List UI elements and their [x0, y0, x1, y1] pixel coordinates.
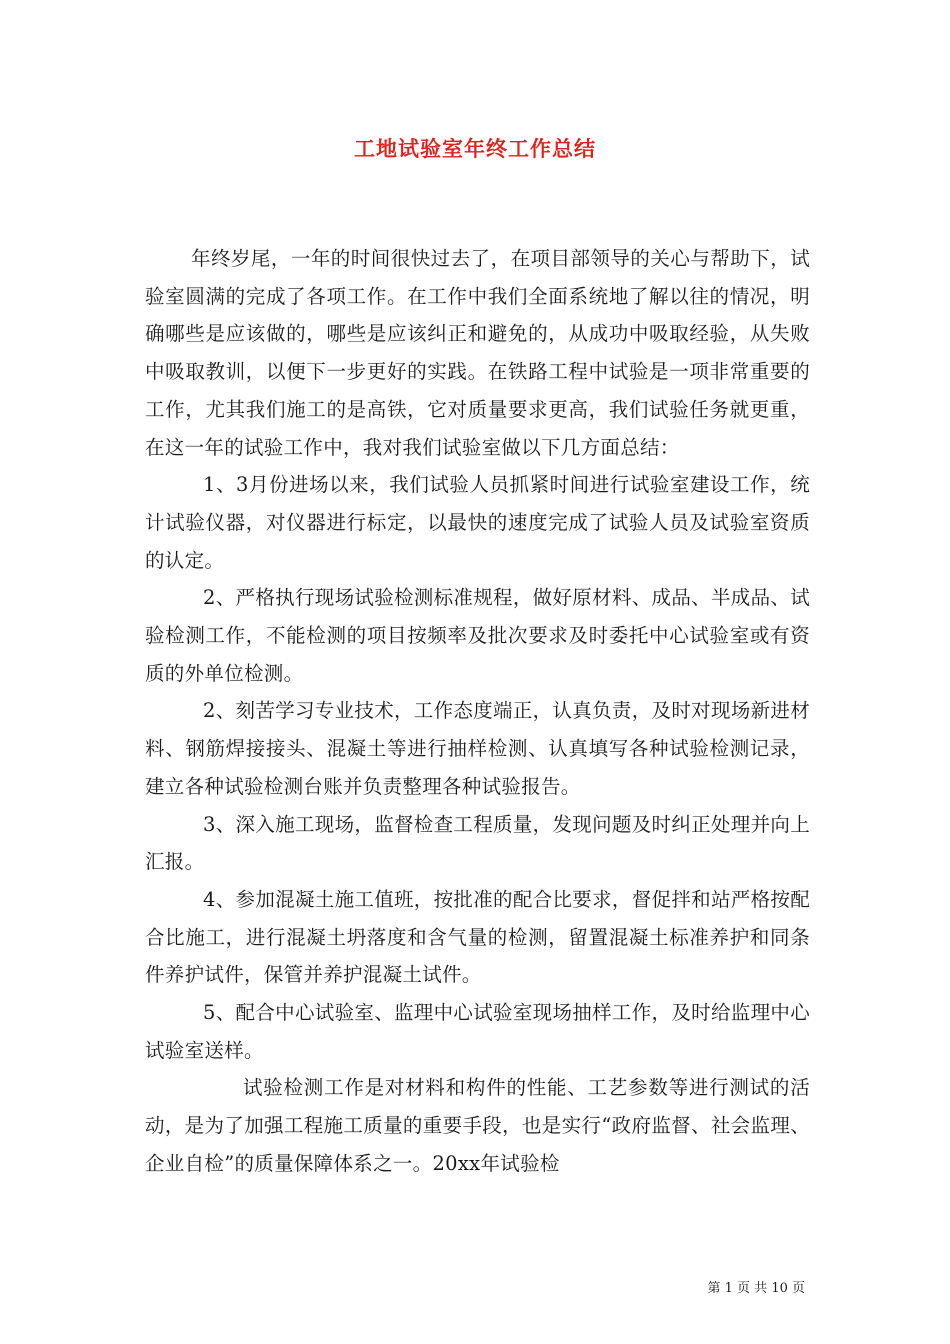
paragraph-item-4: 4、参加混凝土施工值班，按批准的配合比要求，督促拌和站严格按配合比施工，进行混凝土坍落度和含气量的检测，留置混凝土标准养护和同条件养护试件，保管并养护混凝土试件。	[145, 887, 810, 987]
paragraph-item-3: 3、深入施工现场，监督检查工程质量，发现问题及时纠正处理并向上汇报。	[145, 812, 810, 874]
paragraph-conclusion: 试验检测工作是对材料和构件的性能、工艺参数等进行测试的活动，是为了加强工程施工质量的重要手段，也是实行“政府监督、社会监理、企业自检”的质量保障体系之一。20xx年试验检	[145, 1076, 810, 1175]
paragraph-intro: 年终岁尾，一年的时间很快过去了，在项目部领导的关心与帮助下，试验室圆满的完成了各项工作。在工作中我们全面系统地了解以往的情况，明确哪些是应该做的，哪些是应该纠正和避免的，从成功中吸取经验，从失败中吸取教训，以便下一步更好的实践。在铁路工程中试验是一项非常重要的工作，尤其我们施工的是高铁，它对质量要求更高，我们试验任务就更重，在这一年的试验工作中，我对我们试验室做以下几方面总结：	[145, 247, 810, 459]
document-title: 工地试验室年终工作总结	[354, 136, 596, 161]
document-body	[145, 240, 810, 1183]
paragraph-item-2b: 2、刻苦学习专业技术，工作态度端正，认真负责，及时对现场新进材料、钢筋焊接接头、混凝土等进行抽样检测、认真填写各种试验检测记录，建立各种试验检测台账并负责整理各种试验报告。	[145, 699, 810, 798]
paragraph-item-2: 2、严格执行现场试验检测标准规程，做好原材料、成品、半成品、试验检测工作，不能检测的项目按频率及批次要求及时委托中心试验室或有资质的外单位检测。	[145, 586, 810, 685]
paragraph-item-1: 1、3月份进场以来，我们试验人员抓紧时间进行试验室建设工作，统计试验仪器，对仪器进行标定，以最快的速度完成了试验人员及试验室资质的认定。	[145, 473, 810, 572]
page-number: 第 1 页 共 10 页	[707, 1281, 805, 1296]
paragraph-item-5: 5、配合中心试验室、监理中心试验室现场抽样工作，及时给监理中心试验室送样。	[145, 1001, 810, 1062]
